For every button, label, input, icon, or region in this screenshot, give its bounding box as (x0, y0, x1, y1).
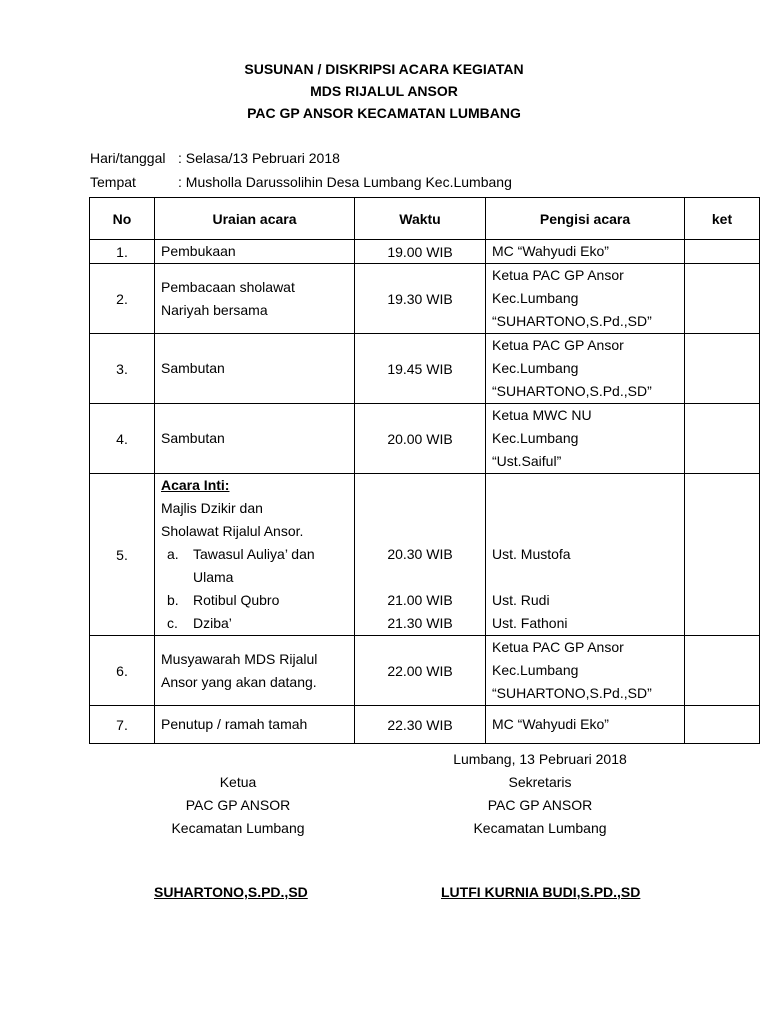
row-uraian (155, 706, 355, 744)
row-no: 4. (90, 404, 155, 474)
date-row (90, 150, 340, 166)
sub-item-pengisi: Ust. Rudi (492, 592, 550, 608)
row-pengisi (486, 334, 685, 404)
uraian-line: Pembukaan (161, 243, 236, 259)
pengisi-line: Kec.Lumbang (492, 360, 579, 376)
uraian-line: Nariyah bersama (161, 301, 268, 318)
sub-item-mark: b. (167, 592, 179, 608)
pengisi-line: Kec.Lumbang (492, 430, 579, 446)
place-date: Lumbang, 13 Pebruari 2018 (453, 751, 627, 767)
row-pengisi (486, 240, 685, 264)
row-uraian (155, 264, 355, 334)
row-pengisi (486, 706, 685, 744)
pengisi-line: MC “Wahyudi Eko” (492, 243, 609, 259)
sub-item-text: Ulama (193, 569, 234, 585)
row-uraian (155, 636, 355, 706)
table-row (90, 264, 760, 334)
table-row (90, 240, 760, 264)
table-row (90, 636, 760, 706)
title-line-2: MDS RIJALUL ANSOR (310, 83, 458, 99)
row-ket (685, 240, 760, 264)
uraian-line: Sholawat Rijalul Ansor. (161, 523, 304, 539)
sub-item-text: Tawasul Auliya’ dan (193, 546, 315, 562)
row-no: 1. (90, 240, 155, 264)
sub-item-waktu: 20.30 WIB (387, 546, 453, 562)
pengisi-line: Ketua PAC GP Ansor (492, 337, 624, 353)
sub-item-pengisi: Ust. Mustofa (492, 546, 571, 562)
signature-block-left (120, 771, 356, 840)
place-label: Tempat (90, 174, 136, 190)
uraian-line: Majlis Dzikir dan (161, 500, 263, 516)
uraian-line: Sambutan (161, 430, 225, 446)
row-ket (685, 264, 760, 334)
sub-item-pengisi: Ust. Fathoni (492, 615, 568, 631)
table-row (90, 474, 760, 636)
row-no: 3. (90, 334, 155, 404)
pengisi-line: Ketua PAC GP Ansor (492, 639, 624, 655)
row-pengisi (486, 636, 685, 706)
uraian-line: Pembacaan sholawat (161, 278, 295, 295)
row-waktu: 19.45 WIB (355, 334, 486, 404)
row-pengisi (486, 264, 685, 334)
pengisi-line: Ketua PAC GP Ansor (492, 267, 624, 283)
header-waktu: Waktu (355, 198, 486, 240)
row-pengisi (486, 474, 685, 636)
right-role: Sekretaris (508, 774, 572, 790)
uraian-line: Sambutan (161, 360, 225, 376)
document-title (0, 58, 768, 124)
date-label: Hari/tanggal (90, 150, 166, 166)
row-uraian (155, 334, 355, 404)
sub-item-c (161, 612, 348, 635)
row-ket (685, 404, 760, 474)
left-org: PAC GP ANSOR (185, 797, 291, 813)
pengisi-line: Kec.Lumbang (492, 662, 579, 678)
row-no: 2. (90, 264, 155, 334)
row-no: 5. (90, 474, 155, 636)
uraian-line: Penutup / ramah tamah (161, 716, 308, 732)
row-waktu: 19.30 WIB (355, 264, 486, 334)
signature-block-right (420, 748, 660, 840)
row-waktu: 20.00 WIB (355, 404, 486, 474)
pengisi-line: “Ust.Saiful” (492, 453, 562, 469)
table-header-row (90, 198, 760, 240)
agenda-table (89, 197, 760, 744)
table-row (90, 404, 760, 474)
uraian-line: Ansor yang akan datang. (161, 673, 317, 690)
pengisi-line: MC “Wahyudi Eko” (492, 716, 609, 732)
sub-item-b (161, 589, 348, 612)
sub-item-mark: a. (167, 546, 179, 562)
right-signatory-name: LUTFI KURNIA BUDI,S.PD.,SD (441, 884, 641, 900)
pengisi-line: “SUHARTONO,S.Pd.,SD” (492, 313, 652, 329)
place-row (90, 174, 512, 190)
pengisi-line: Ketua MWC NU (492, 407, 592, 423)
title-line-3: PAC GP ANSOR KECAMATAN LUMBANG (247, 105, 521, 121)
title-line-1: SUSUNAN / DISKRIPSI ACARA KEGIATAN (244, 61, 524, 77)
row-waktu: 22.30 WIB (355, 706, 486, 744)
acara-inti-title: Acara Inti: (161, 477, 230, 493)
date-value: : Selasa/13 Pebruari 2018 (178, 150, 340, 166)
row-ket (685, 706, 760, 744)
row-uraian (155, 240, 355, 264)
row-waktu: 22.00 WIB (355, 636, 486, 706)
sub-item-waktu: 21.00 WIB (387, 592, 453, 608)
right-area: Kecamatan Lumbang (473, 820, 607, 836)
header-uraian: Uraian acara (155, 198, 355, 240)
pengisi-line: “SUHARTONO,S.Pd.,SD” (492, 383, 652, 399)
left-area: Kecamatan Lumbang (171, 820, 305, 836)
sub-item-a (161, 543, 348, 589)
row-ket (685, 474, 760, 636)
sub-item-text: Rotibul Qubro (193, 592, 280, 608)
header-pengisi: Pengisi acara (486, 198, 685, 240)
row-no: 6. (90, 636, 155, 706)
header-no: No (90, 198, 155, 240)
row-uraian (155, 404, 355, 474)
row-pengisi (486, 404, 685, 474)
header-ket: ket (685, 198, 760, 240)
sub-item-mark: c. (167, 615, 178, 631)
row-waktu (355, 474, 486, 636)
row-no: 7. (90, 706, 155, 744)
row-ket (685, 334, 760, 404)
sub-item-waktu: 21.30 WIB (387, 615, 453, 631)
place-value: : Musholla Darussolihin Desa Lumbang Kec.Lumbang (178, 174, 512, 190)
uraian-line: Musyawarah MDS Rijalul (161, 650, 318, 667)
pengisi-line: “SUHARTONO,S.Pd.,SD” (492, 685, 652, 701)
table-row (90, 334, 760, 404)
pengisi-line: Kec.Lumbang (492, 290, 579, 306)
row-ket (685, 636, 760, 706)
left-role: Ketua (219, 774, 257, 790)
row-waktu: 19.00 WIB (355, 240, 486, 264)
row-uraian (155, 474, 355, 636)
table-row (90, 706, 760, 744)
right-org: PAC GP ANSOR (487, 797, 593, 813)
sub-item-text: Dziba’ (193, 615, 232, 631)
left-signatory-name: SUHARTONO,S.PD.,SD (154, 884, 308, 900)
